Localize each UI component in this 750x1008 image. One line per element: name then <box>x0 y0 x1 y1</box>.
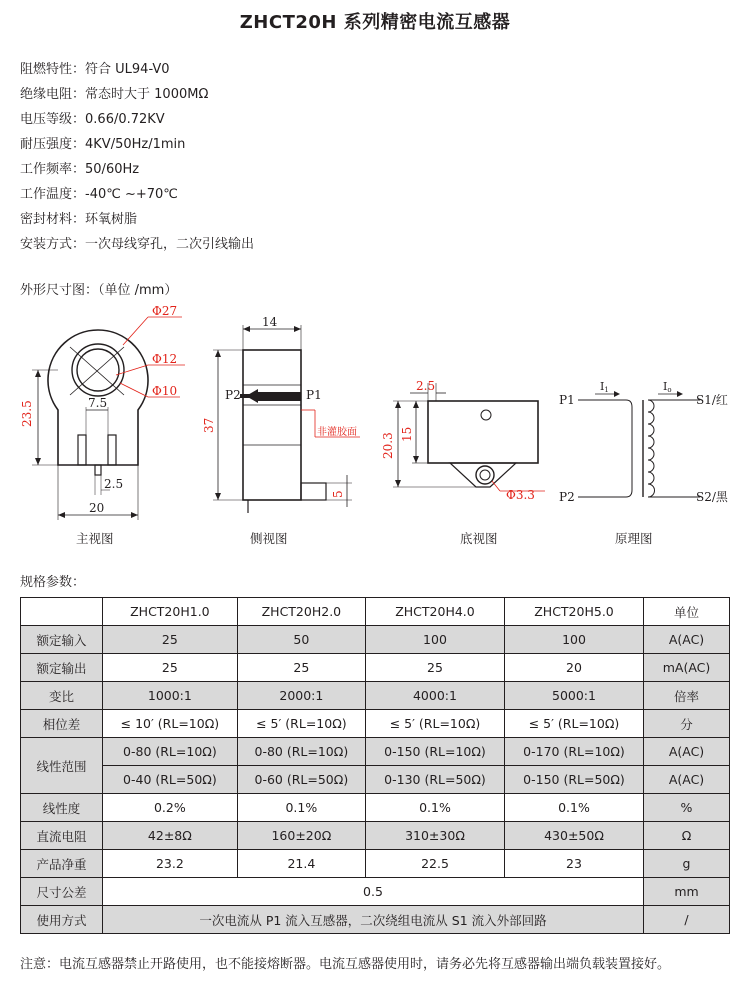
table-cell: ≤ 10′ (RL=10Ω) <box>103 710 238 738</box>
unit-cell: g <box>644 850 730 878</box>
bottom-d3-3-label: Φ3.3 <box>506 488 535 502</box>
schematic-drawing <box>578 394 700 497</box>
spec-frequency <box>20 157 254 182</box>
table-row <box>21 766 730 794</box>
table-cell: 23.2 <box>103 850 238 878</box>
drawing-canvas <box>0 295 750 555</box>
outline-heading: 外形尺寸图：（单位 /mm） <box>20 283 178 298</box>
table-cell: 100 <box>504 626 643 654</box>
spec-installation <box>20 232 254 257</box>
unit-cell: % <box>644 794 730 822</box>
row-label: 额定输入 <box>21 626 103 654</box>
model-header: ZHCT20H2.0 <box>237 598 365 626</box>
front-w7-5-label: 7.5 <box>88 396 108 410</box>
table-cell: 0.1% <box>237 794 365 822</box>
table-row <box>21 822 730 850</box>
side-p1-label: P1 <box>306 388 322 402</box>
unit-cell: / <box>644 906 730 934</box>
table-cell: 100 <box>365 626 504 654</box>
table-cell: 25 <box>103 626 238 654</box>
page-title: ZHCT20H 系列精密电流互感器 <box>239 12 511 33</box>
table-cell: 0-170 (RL=10Ω) <box>504 738 643 766</box>
front-d10-label: Φ10 <box>152 384 178 398</box>
side-h37-label: 37 <box>202 417 216 433</box>
table-cell: 0-150 (RL=10Ω) <box>365 738 504 766</box>
table-cell: ≤ 5′ (RL=10Ω) <box>504 710 643 738</box>
unit-cell: 分 <box>644 710 730 738</box>
usage-note: 注意：电流互感器禁止开路使用，也不能接熔断器。电流互感器使用时，请务必先将互感器输出端负载装置接好。 <box>20 957 671 972</box>
table-cell: 25 <box>103 654 238 682</box>
bottom-view-drawing <box>393 383 538 487</box>
table-cell: 20 <box>504 654 643 682</box>
spec-value: 一次母线穿孔，二次引线输出 <box>85 237 255 252</box>
table-cell: 25 <box>365 654 504 682</box>
spec-list <box>20 57 254 257</box>
row-label: 线性度 <box>21 794 103 822</box>
table-row <box>21 850 730 878</box>
model-header: ZHCT20H4.0 <box>365 598 504 626</box>
schematic-caption: 原理图 <box>615 531 653 546</box>
outline-drawings <box>0 295 750 555</box>
schematic-s2-label: S2/黑 <box>696 490 728 504</box>
front-view-caption: 主视图 <box>76 531 114 546</box>
spec-label: 密封材料： <box>20 212 86 227</box>
table-row <box>21 626 730 654</box>
table-cell: 0-80 (RL=10Ω) <box>237 738 365 766</box>
spec-value: 4KV/50Hz/1min <box>85 137 186 152</box>
bottom-h15-label: 15 <box>400 426 414 442</box>
unit-header: 单位 <box>644 598 730 626</box>
model-header: ZHCT20H5.0 <box>504 598 643 626</box>
table-cell: 0-150 (RL=50Ω) <box>504 766 643 794</box>
bottom-view-caption: 底视图 <box>460 531 498 546</box>
table-cell: ≤ 5′ (RL=10Ω) <box>365 710 504 738</box>
table-cell: 23 <box>504 850 643 878</box>
front-d12-label: Φ12 <box>152 352 178 366</box>
spec-label: 电压等级： <box>20 112 86 127</box>
spec-value: 符合 UL94-V0 <box>85 62 170 77</box>
front-w2-5-label: 2.5 <box>104 477 124 491</box>
table-cell: 310±30Ω <box>365 822 504 850</box>
unit-cell: A(AC) <box>644 766 730 794</box>
spec-label: 阻燃特性： <box>20 62 86 77</box>
unit-cell: mA(AC) <box>644 654 730 682</box>
spec-label: 工作频率： <box>20 162 86 177</box>
table-cell: 0-130 (RL=50Ω) <box>365 766 504 794</box>
table-cell: 21.4 <box>237 850 365 878</box>
row-label: 线性范围 <box>21 738 103 794</box>
side-w14-label: 14 <box>262 315 278 329</box>
bottom-w2-5-label: 2.5 <box>416 379 436 393</box>
table-cell: 一次电流从 P1 流入互感器，二次绕组电流从 S1 流入外部回路 <box>103 906 644 934</box>
spec-label: 耐压强度： <box>20 137 86 152</box>
bottom-h20-3-label: 20.3 <box>381 432 395 459</box>
table-cell: 0-40 (RL=50Ω) <box>103 766 238 794</box>
side-h5-label: 5 <box>331 490 345 498</box>
table-cell: 0.5 <box>103 878 644 906</box>
table-corner <box>21 598 103 626</box>
spec-insulation <box>20 82 254 107</box>
spec-label: 安装方式： <box>20 237 86 252</box>
spec-label: 工作温度： <box>20 187 86 202</box>
spec-temperature <box>20 182 254 207</box>
row-label: 额定输出 <box>21 654 103 682</box>
unit-cell: mm <box>644 878 730 906</box>
spec-value: -40℃ ~+70℃ <box>85 187 178 202</box>
unit-cell: A(AC) <box>644 626 730 654</box>
table-cell: ≤ 5′ (RL=10Ω) <box>237 710 365 738</box>
table-cell: 430±50Ω <box>504 822 643 850</box>
table-cell: 0-60 (RL=50Ω) <box>237 766 365 794</box>
side-view-drawing <box>213 325 352 513</box>
table-cell: 4000:1 <box>365 682 504 710</box>
unit-cell: Ω <box>644 822 730 850</box>
table-cell: 5000:1 <box>504 682 643 710</box>
table-cell: 1000:1 <box>103 682 238 710</box>
table-cell: 25 <box>237 654 365 682</box>
table-cell: 0-80 (RL=10Ω) <box>103 738 238 766</box>
row-label: 变比 <box>21 682 103 710</box>
table-cell: 42±8Ω <box>103 822 238 850</box>
row-label: 直流电阻 <box>21 822 103 850</box>
table-cell: 22.5 <box>365 850 504 878</box>
table-cell: 2000:1 <box>237 682 365 710</box>
model-header: ZHCT20H1.0 <box>103 598 238 626</box>
schematic-p2-label: P2 <box>559 490 575 504</box>
side-view-caption: 侧视图 <box>250 531 288 546</box>
front-view-drawing <box>32 330 148 520</box>
side-note-label: 非灌胶面 <box>317 427 357 438</box>
table-row <box>21 710 730 738</box>
params-heading: 规格参数： <box>20 575 86 590</box>
table-row <box>21 906 730 934</box>
spec-table <box>20 597 730 934</box>
table-row <box>21 738 730 766</box>
spec-value: 50/60Hz <box>85 162 140 177</box>
spec-value: 环氧树脂 <box>85 212 138 227</box>
table-cell: 0.1% <box>365 794 504 822</box>
schematic-i1-label: I1 <box>600 380 609 394</box>
spec-flame <box>20 57 254 82</box>
spec-value: 常态时大于 1000MΩ <box>85 87 209 102</box>
front-d27-label: Φ27 <box>152 304 178 318</box>
schematic-p1-label: P1 <box>559 393 575 407</box>
table-cell: 160±20Ω <box>237 822 365 850</box>
spec-voltage <box>20 107 254 132</box>
front-h23-5-label: 23.5 <box>20 400 34 427</box>
table-row <box>21 682 730 710</box>
front-w20-label: 20 <box>89 501 105 515</box>
table-row <box>21 794 730 822</box>
unit-cell: A(AC) <box>644 738 730 766</box>
side-p2-label: P2 <box>225 388 241 402</box>
schematic-s1-label: S1/红 <box>696 393 728 407</box>
table-cell: 50 <box>237 626 365 654</box>
unit-cell: 倍率 <box>644 682 730 710</box>
row-label: 相位差 <box>21 710 103 738</box>
table-row <box>21 878 730 906</box>
spec-withstand <box>20 132 254 157</box>
row-label: 使用方式 <box>21 906 103 934</box>
spec-label: 绝缘电阻： <box>20 87 86 102</box>
row-label: 产品净重 <box>21 850 103 878</box>
table-cell: 0.2% <box>103 794 238 822</box>
spec-sealing <box>20 207 254 232</box>
table-header-row <box>21 598 730 626</box>
spec-value: 0.66/0.72KV <box>85 112 165 127</box>
row-label: 尺寸公差 <box>21 878 103 906</box>
schematic-io-label: Io <box>663 380 672 394</box>
table-cell: 0.1% <box>504 794 643 822</box>
table-row <box>21 654 730 682</box>
